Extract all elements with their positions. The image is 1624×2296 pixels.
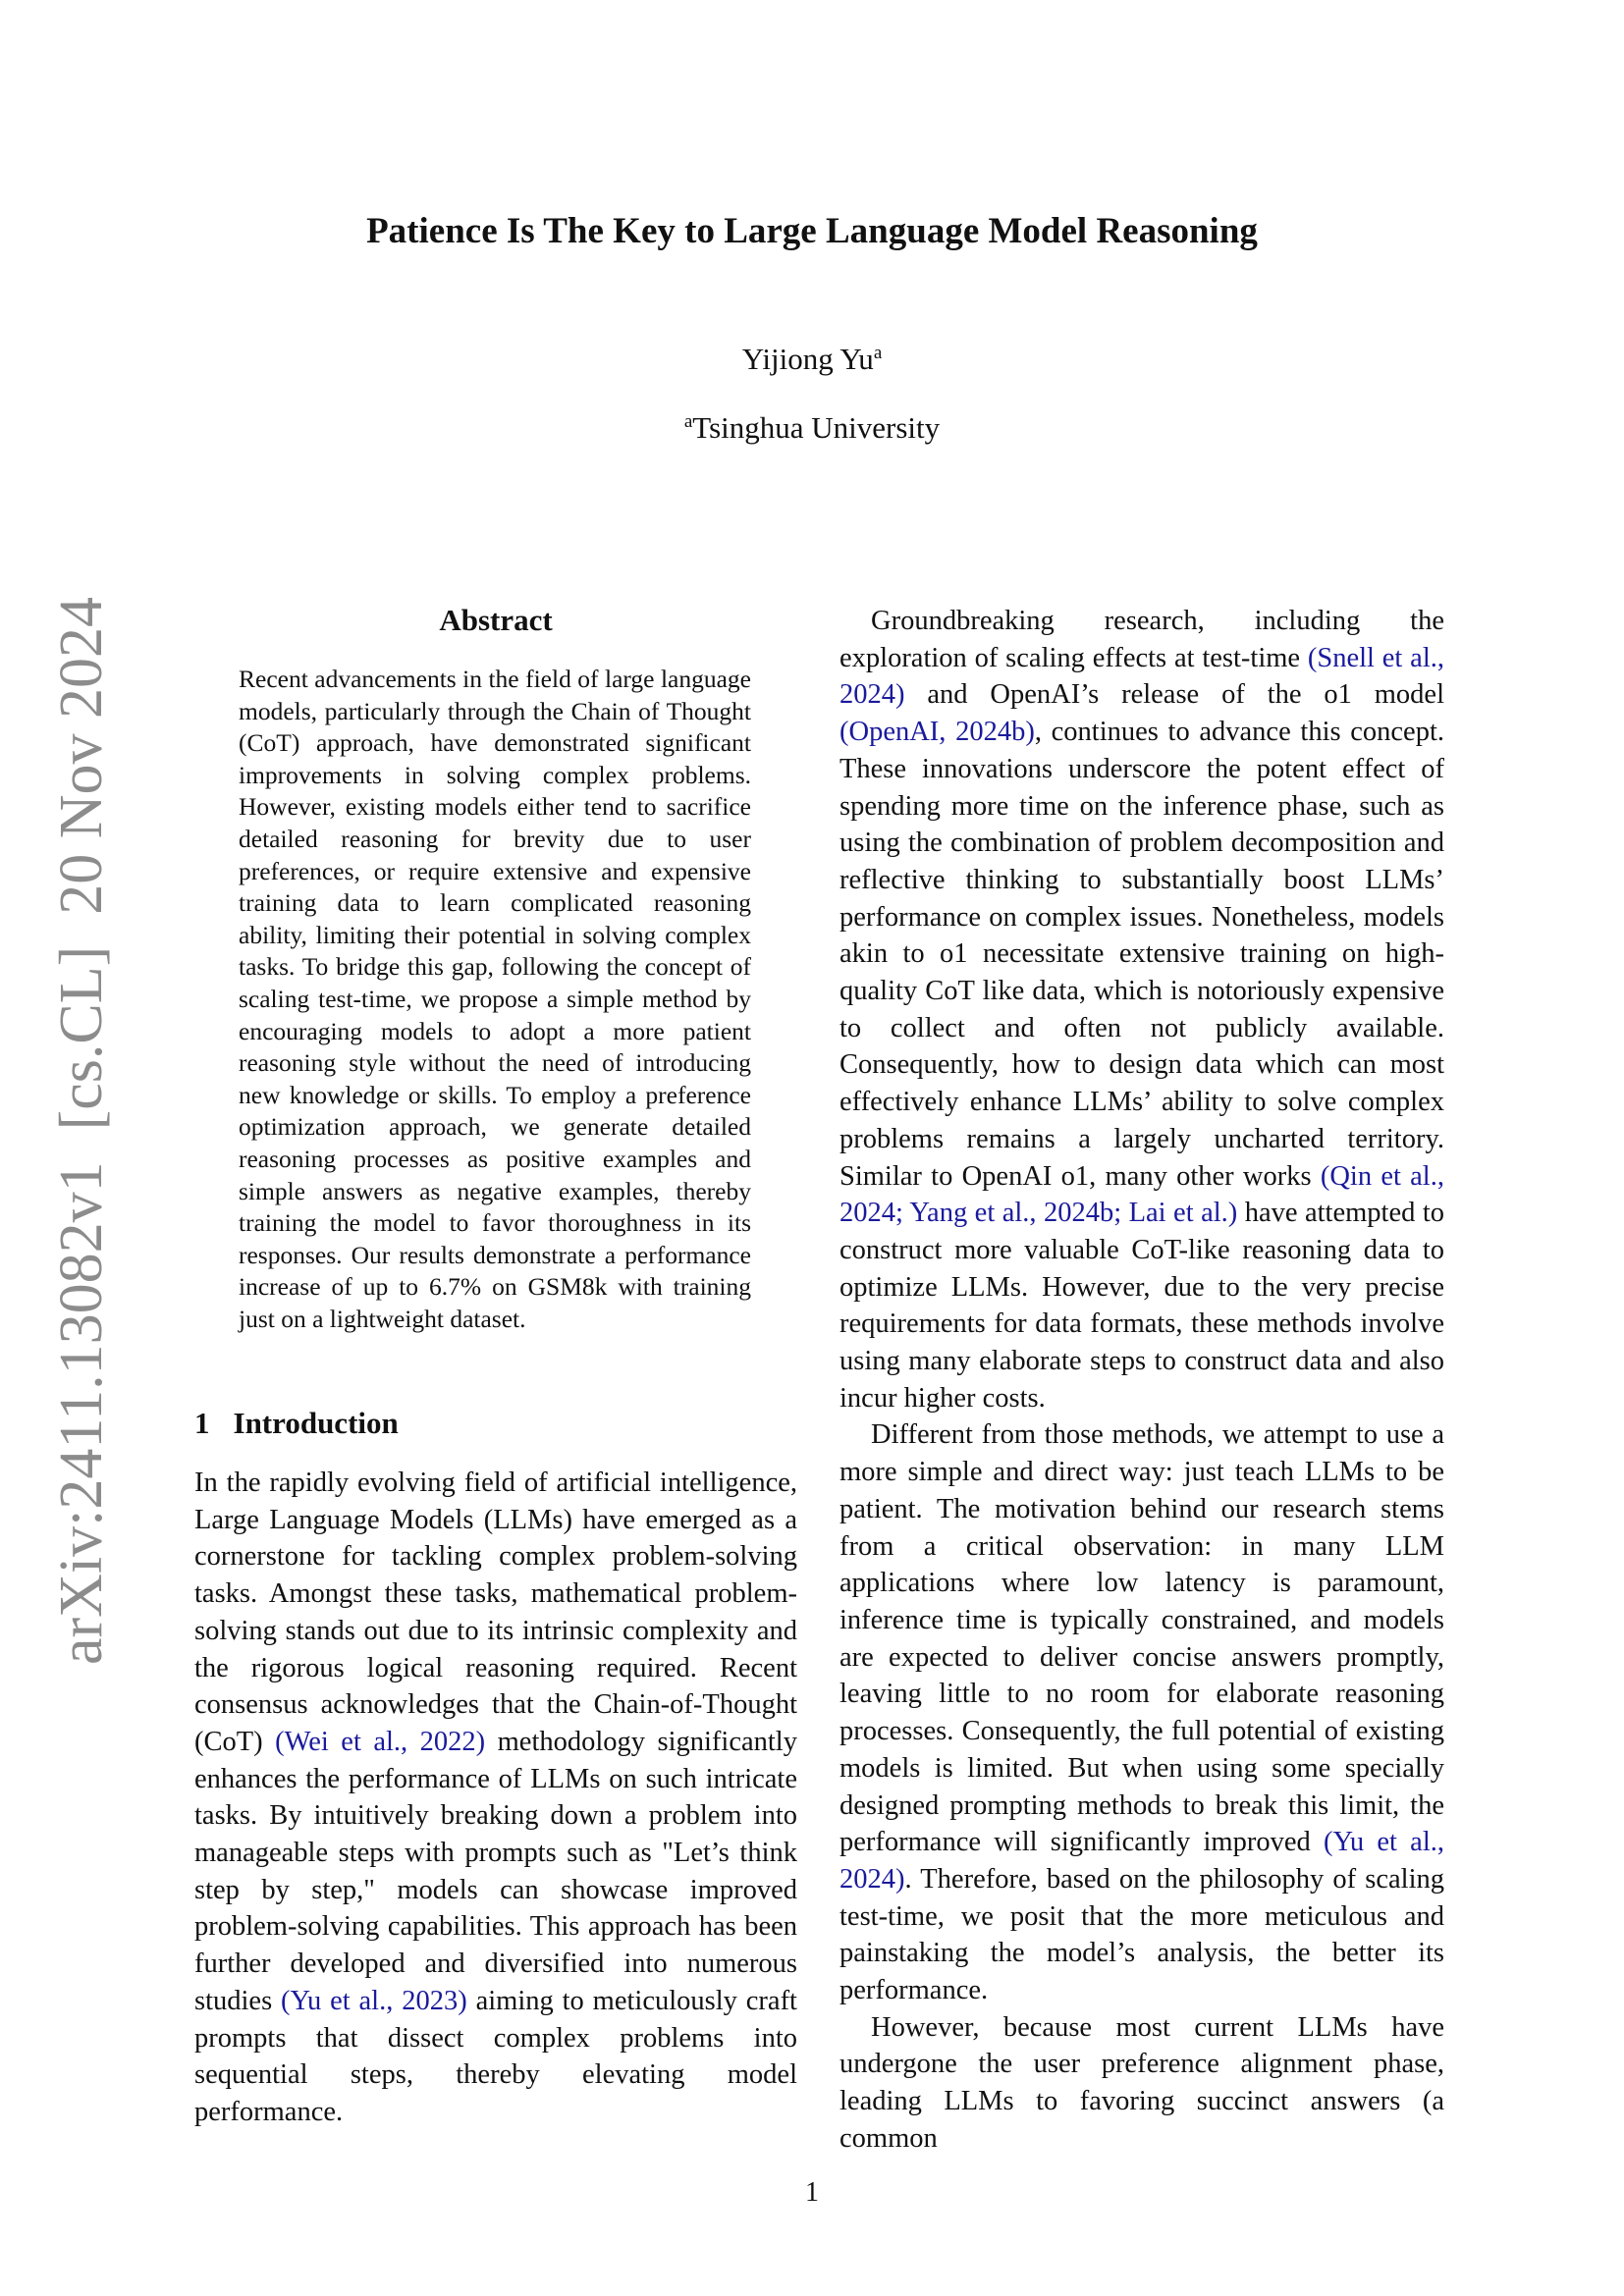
paper-title: Patience Is The Key to Large Language Model Reasoning [366,211,1258,251]
citation-link-yu-2024[interactable]: (Yu et al., 2024) [839,1827,1444,1895]
abstract-heading: Abstract [439,603,553,637]
arxiv-category: [cs.CL] [48,945,115,1131]
citation-link-wei-2022[interactable]: (Wei et al., 2022) [275,1726,486,1757]
intro-text-1: In the rapidly evolving field of artificial intelligence, Large Language Models (LLMs) have emerged as a cornerstone for tackling complex problem-solving tasks. Amongst these tasks, mathematical problem-solving stands out due to its intrinsic complexity and the rigorous logical reasoning required. Recent consensus acknowledges that the Chain-of-Thought (CoT) [194,1468,797,1757]
paragraph-however: However, because most current LLMs have undergone the user preference alignment phase, leading LLMs to favoring succinct answers (a common [839,2011,1444,2154]
para2-text-2: and OpenAI’s release of the o1 model [904,679,1444,711]
intro-text-2: methodology significantly enhances the performance of LLMs on such intricate tasks. By intuitively breaking down a problem into manageable steps with prompts such as "Let’s think step by step," models can showcase improved problem-solving capabilities. This approach has been further developed and diversified into numerous studies [194,1726,797,2016]
author-name: Yijiong Yu [741,342,874,376]
citation-link-openai-2024b[interactable]: (OpenAI, 2024b) [839,717,1035,748]
citation-link-qin-yang-lai[interactable]: (Qin et al., 2024; Yang et al., 2024b; Lai et al.) [839,1160,1444,1229]
arxiv-id: arXiv:2411.13082v1 [48,1161,115,1665]
abstract-text: Recent advancements in the field of large language models, particularly through the Chain of Thought (CoT) approach, have demonstrated significant improvements in solving complex problems. However, existing models either tend to sacrifice detailed reasoning for brevity due to user preferences, or require extensive and expensive training data to learn complicated reasoning ability, limiting their potential in solving complex tasks. To bridge this gap, following the concept of scaling test-time, we propose a simple method by encouraging models to adopt a more patient reasoning style without the need of introducing new knowledge or skills. To employ a preference optimization approach, we generate detailed reasoning processes as positive examples and simple answers as negative examples, thereby training the model to favor thoroughness in its responses. Our results demonstrate a performance increase of up to 6.7% on GSM8k with training just on a lightweight dataset. [239,665,751,1333]
arxiv-date: 20 Nov 2024 [48,596,115,915]
section-heading-introduction [194,1406,399,1441]
intro-text-3: aiming to meticulously craft prompts that dissect complex problems into sequential steps, thereby elevating model performance. [194,1985,797,2127]
intro-paragraph [194,1465,797,2131]
para2-text-1: Groundbreaking research, including the exploration of scaling effects at test-time [839,606,1444,673]
right-column [839,603,1444,2158]
para3-text-1: Different from those methods, we attempt to use a more simple and direct way: just teach LLMs to be patient. The motivation behind our research stems from a critical observation: in many LLM applications where low latency is paramount, inference time is typically constrained, and models are expected to deliver concise answers promptly, leaving little to no room for elaborate reasoning processes. Consequently, the full potential of existing models is limited. But when using some specially designed prompting methods to break this limit, the performance will significantly improved [839,1419,1444,1858]
affiliation-mark: a [683,411,693,432]
paragraph-groundbreaking [839,603,1444,1416]
section-number: 1 [194,1406,210,1440]
arxiv-sidebar-stamp [42,596,121,1681]
para2-text-3: , continues to advance this concept. These innovations underscore the potent effect of spending more time on the inference phase, such as using the combination of problem decomposition and reflective thinking to substantially boost LLMs’ performance on complex issues. Nonetheless, models akin to o1 necessitate extensive training on high-quality CoT like data, which is notoriously expensive to collect and often not publicly available. Consequently, how to design data which can most effectively enhance LLMs’ ability to solve complex problems remains a largely uncharted territory. Similar to OpenAI o1, many other works [839,717,1444,1192]
paragraph-different-methods [839,1416,1444,2008]
citation-link-yu-2023[interactable]: (Yu et al., 2023) [281,1985,467,2016]
citation-link-snell-2024[interactable]: (Snell et al., 2024) [839,642,1444,711]
para3-text-2: . Therefore, based on the philosophy of scaling test-time, we posit that the more meticulous and painstaking the model’s analysis, the better its performance. [839,1863,1444,2006]
author-affiliation-mark: a [873,343,883,363]
author-line [0,342,1624,377]
section-title: Introduction [233,1406,399,1440]
affiliation-line [0,410,1624,446]
para2-text-4: have attempted to construct more valuable CoT-like reasoning data to optimize LLMs. However, due to the very precise requirements for data formats, these methods involve using many elaborate steps to construct data and also incur higher costs. [839,1198,1444,1414]
affiliation-name: Tsinghua University [692,410,941,445]
page-number: 1 [805,2177,819,2208]
